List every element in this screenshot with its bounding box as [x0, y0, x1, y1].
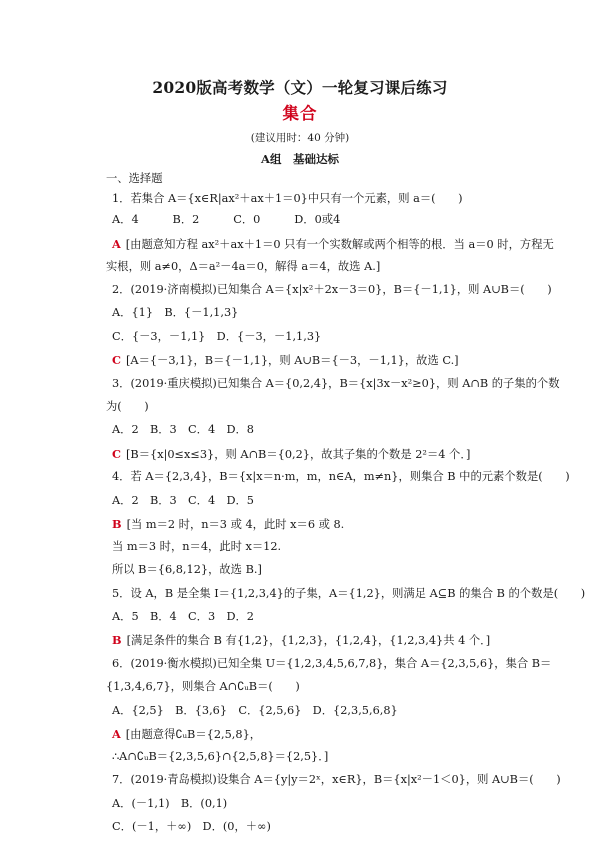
line-text: [A＝{－3,1}，B＝{－1,1}，则 A∪B＝{－3，－1,1}，故选 C.]: [126, 354, 459, 367]
line-text: 为( ): [106, 400, 149, 413]
document-title: 2020版高考数学（文）一轮复习课后练习: [152, 78, 448, 97]
line-text: 1．若集合 A＝{x∈R|ax²＋ax＋1＝0}中只有一个元素，则 a＝( ): [112, 192, 463, 205]
text-line: [112, 563, 262, 577]
line-text: C．{－3，－1,1} D．{－3，－1,1,3}: [112, 330, 322, 343]
line-text: C．(－1，＋∞) D．(0，＋∞): [112, 820, 271, 833]
line-text: A．5 B．4 C．3 D．2: [112, 610, 254, 623]
text-line: [112, 377, 560, 391]
text-line: [112, 610, 254, 624]
text-line: [112, 633, 490, 648]
document-subtitle: 集合: [282, 104, 318, 123]
text-line: [112, 306, 238, 320]
text-line: [112, 750, 328, 764]
answer-letter: B: [112, 517, 122, 531]
line-text: 3．(2019·重庆模拟)已知集合 A＝{0,2,4}，B＝{x|3x－x²≥0}，则 A∩B 的子集的个数: [112, 377, 560, 390]
answer-letter: C: [112, 447, 121, 461]
line-text: ∴A∩∁ᵤB＝{2,3,5,6}∩{2,5,8}＝{2,5}．]: [112, 750, 329, 763]
answer-letter: A: [112, 237, 121, 251]
text-line: [112, 587, 585, 601]
text-line: [112, 704, 398, 718]
line-text: 4．若 A＝{2,3,4}，B＝{x|x＝n·m，m，n∈A，m≠n}，则集合 B 中的元素个数是( ): [112, 470, 570, 483]
line-text: 当 m＝3 时，n＝4，此时 x＝12.: [112, 540, 282, 553]
text-line: [112, 237, 554, 252]
line-text: A．2 B．3 C．4 D．8: [112, 423, 254, 436]
line-text: [B＝{x|0≤x≤3}，则 A∩B＝{0,2}，故其子集的个数是 2²＝4 个．]: [126, 448, 471, 461]
line-text: A．{1} B．{－1,1,3}: [112, 306, 239, 319]
text-line: [112, 283, 552, 297]
line-text: 实根，则 a≠0，Δ＝a²－4a＝0，解得 a＝4，故选 A.]: [106, 260, 381, 273]
line-text: [由题意得∁ᵤB＝{2,5,8}，: [125, 728, 262, 741]
line-text: 2．(2019·济南模拟)已知集合 A＝{x|x²＋2x－3＝0}，B＝{－1,1}，则 A∪B＝( ): [112, 283, 552, 296]
line-text: [满足条件的集合 B 有{1,2}，{1,2,3}，{1,2,4}，{1,2,3,4}共 4 个．]: [126, 634, 491, 647]
answer-letter: C: [112, 353, 121, 367]
text-line: [112, 820, 271, 834]
line-text: [由题意知方程 ax²＋ax＋1＝0 只有一个实数解或两个相等的根．当 a＝0 时，方程无: [125, 238, 554, 251]
text-line: [106, 400, 149, 414]
group-heading: A组 基础达标: [261, 152, 339, 166]
section-heading: 一、选择题: [106, 172, 163, 185]
text-line: [112, 657, 551, 671]
line-text: 7．(2019·青岛模拟)设集合 A＝{y|y＝2ˣ，x∈R}，B＝{x|x²－1＜0}，则 A∪B＝( ): [112, 773, 561, 786]
text-line: [112, 330, 321, 344]
text-line: [112, 797, 227, 811]
text-line: [112, 773, 561, 787]
line-text: {1,3,4,6,7}，则集合 A∩∁ᵤB＝( ): [106, 680, 300, 693]
text-line: [112, 213, 340, 227]
text-line: [106, 680, 300, 694]
line-text: 所以 B＝{6,8,12}，故选 B.]: [112, 563, 262, 576]
text-line: [112, 727, 261, 742]
text-line: [112, 423, 254, 437]
line-text: A．4 B．2 C．0 D．0或4: [112, 213, 341, 226]
text-line: [112, 517, 344, 532]
line-text: [当 m＝2 时，n＝3 或 4，此时 x＝6 或 8.: [126, 518, 345, 531]
line-text: A．{2,5} B．{3,6} C．{2,5,6} D．{2,3,5,6,8}: [112, 704, 398, 717]
text-line: [112, 447, 470, 462]
line-text: A．2 B．3 C．4 D．5: [112, 494, 254, 507]
answer-letter: B: [112, 633, 122, 647]
time-hint: (建议用时：40 分钟): [250, 132, 350, 144]
text-line: [112, 470, 570, 484]
text-line: [112, 192, 463, 206]
line-text: 6．(2019·衡水模拟)已知全集 U＝{1,2,3,4,5,6,7,8}，集合 A＝{2,3,5,6}，集合 B＝: [112, 657, 552, 670]
answer-letter: A: [112, 727, 121, 741]
text-line: [112, 540, 281, 554]
text-line: [112, 494, 254, 508]
line-text: 5．设 A，B 是全集 I＝{1,2,3,4}的子集，A＝{1,2}，则满足 A⊆B 的集合 B 的个数是( ): [112, 587, 586, 600]
text-line: [112, 353, 459, 368]
text-line: [106, 260, 380, 274]
line-text: A．(－1,1) B．(0,1): [112, 797, 228, 810]
